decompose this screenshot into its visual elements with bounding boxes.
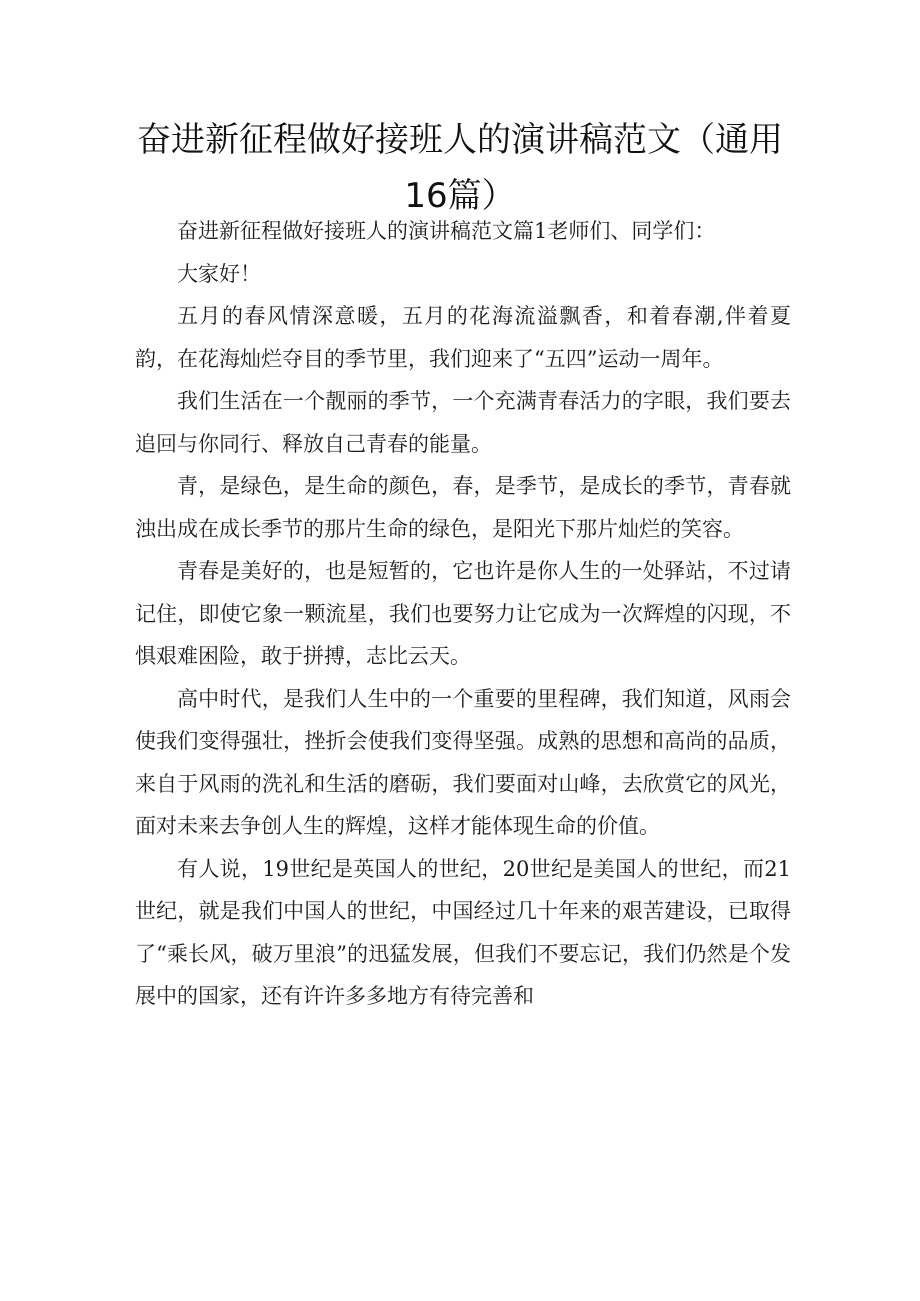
paragraph: 高中时代，是我们人生中的一个重要的里程碑，我们知道，风雨会使我们变得强壮，挫折会使我们变得坚强。成熟的思想和高尚的品质，来自于风雨的洗礼和生活的磨砺，我们要面对山峰，去欣赏它的风光，面对未来去争创人生的辉煌，这样才能体现生命的价值。 <box>135 686 791 838</box>
document-body <box>135 210 791 1018</box>
paragraph: 有人说，19世纪是英国人的世纪，20世纪是美国人的世纪，而21世纪，就是我们中国人的世纪，中国经过几十年来的艰苦建设，已取得了“乘长风，破万里浪”的迅猛发展，但我们不要忘记，我们仍然是个发展中的国家，还有许许多多地方有待完善和 <box>135 856 791 1008</box>
paragraph: 大家好！ <box>177 261 261 286</box>
document-title: 奋进新征程做好接班人的演讲稿范文（通用16篇） <box>137 120 783 216</box>
paragraph: 五月的春风情深意暖，五月的花海流溢飘香，和着春潮,伴着夏韵，在花海灿烂夺目的季节里，我们迎来了“五四”运动一周年。 <box>135 304 791 371</box>
paragraph: 我们生活在一个靓丽的季节，一个充满青春活力的字眼，我们要去追回与你同行、释放自己青春的能量。 <box>135 389 791 456</box>
paragraph: 青春是美好的，也是短暂的，它也许是你人生的一处驿站，不过请记住，即使它象一颗流星，我们也要努力让它成为一次辉煌的闪现，不惧艰难困险，敢于拼搏，志比云天。 <box>135 559 791 668</box>
paragraph: 奋进新征程做好接班人的演讲稿范文篇1老师们、同学们： <box>177 219 716 243</box>
paragraph: 青，是绿色，是生命的颜色，春，是季节，是成长的季节，青春就浊出成在成长季节的那片生命的绿色，是阳光下那片灿烂的笑容。 <box>135 474 791 541</box>
